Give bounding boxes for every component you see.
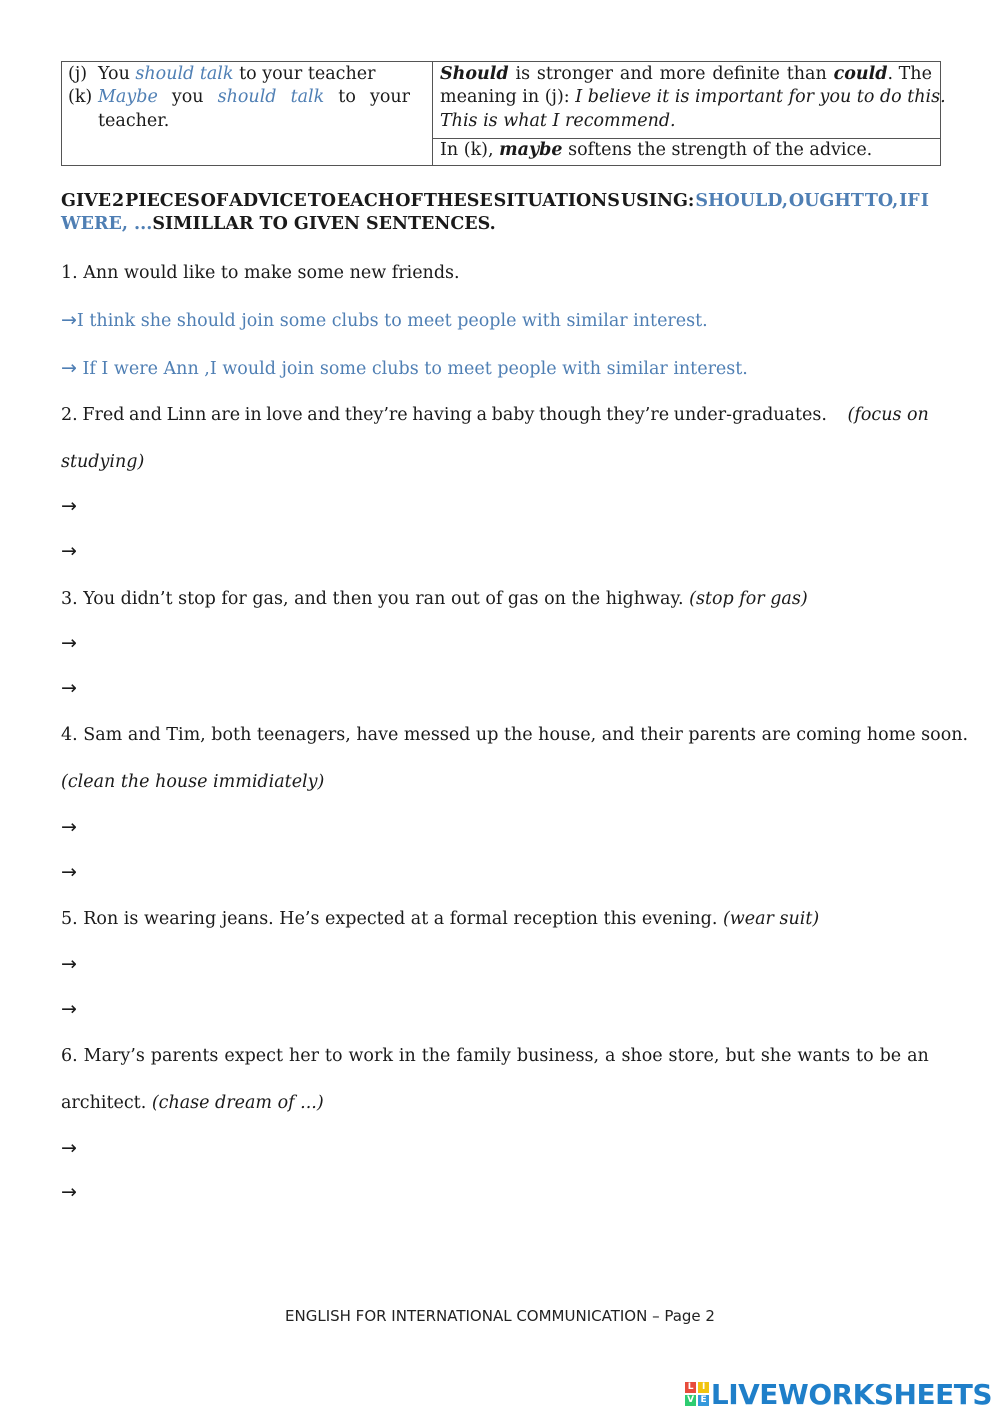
question-5 (61, 908, 819, 931)
question-word: they’re (606, 405, 670, 425)
question-word: she (760, 1046, 792, 1066)
question-word: under-graduates. (673, 405, 827, 425)
answer-line[interactable] (61, 998, 77, 1022)
heading-word: 2 (112, 191, 125, 211)
question-word: parents (150, 1046, 219, 1066)
page-footer: ENGLISH FOR INTERNATIONAL COMMUNICATION – Page 2 (285, 1307, 715, 1325)
word: than (786, 64, 827, 84)
heading-word: GIVE (61, 191, 112, 211)
heading-black-part: SIMILLAR TO GIVEN SENTENCES. (152, 214, 496, 234)
liveworksheets-logo[interactable] (685, 1376, 992, 1412)
example-k-words (98, 86, 410, 109)
k-your: your (369, 87, 410, 107)
word: more (659, 64, 706, 84)
heading-word: ADVICE (229, 191, 307, 211)
explanation-line-3: This is what I recommend. (440, 111, 676, 131)
example-j-pre: You (98, 64, 136, 84)
heading-line-2 (61, 213, 929, 236)
heading-word-blue: TO, (864, 191, 899, 211)
explanation-line-1 (440, 63, 932, 86)
explanation-line-2 (440, 86, 946, 109)
answer-1a (61, 309, 708, 333)
example-j-modal: should talk (135, 64, 234, 84)
answer-line[interactable] (61, 632, 77, 656)
question-word: Fred (82, 405, 125, 425)
question-word: in (398, 1046, 416, 1066)
question-6 (61, 1045, 929, 1068)
question-word: wants (797, 1046, 851, 1066)
question-word: business, (516, 1046, 600, 1066)
question-word: love (266, 405, 303, 425)
answer-line[interactable] (61, 1181, 77, 1205)
arrow-icon: → (61, 1181, 77, 1203)
heading-word-blue: SHOULD, (695, 191, 788, 211)
question-3 (61, 588, 808, 611)
logo-tile: E (698, 1395, 709, 1406)
question-word: a (605, 1046, 616, 1066)
question-word: baby (491, 405, 535, 425)
k-prefix: In (k), (440, 140, 500, 160)
question-word: store, (668, 1046, 720, 1066)
arrow-icon: → (61, 309, 77, 331)
heading-word-blue: I (920, 191, 929, 211)
arrow-icon: → (61, 357, 77, 379)
logo-tile: L (685, 1382, 696, 1393)
arrow-icon: → (61, 632, 77, 654)
question-word: and (307, 405, 341, 425)
instructions-heading (61, 190, 929, 236)
table-right-cell (433, 62, 946, 165)
brand-name: LIVEWORKSHEETS (710, 1377, 992, 1411)
could-bold: could (833, 64, 888, 84)
question-word: 2. (61, 405, 78, 425)
heading-word-blue: IF (899, 191, 920, 211)
k-to: to (338, 87, 356, 107)
word: and (619, 64, 653, 84)
k-should: should (217, 87, 277, 107)
question-4-hint: (clean the house immidiately) (61, 772, 325, 792)
question-6-line-2 (61, 1092, 324, 1115)
question-word: shoe (621, 1046, 663, 1066)
question-word: her (288, 1046, 319, 1066)
grammar-table (61, 61, 946, 166)
question-word: but (725, 1046, 755, 1066)
question-word: and (129, 405, 162, 425)
example-k (68, 86, 410, 109)
answer-line[interactable] (61, 953, 77, 977)
question-hint: (wear suit) (722, 909, 820, 929)
question-word: the (421, 1046, 451, 1066)
heading-word: SITUATIONS (493, 191, 620, 211)
heading-line-1 (61, 190, 929, 213)
heading-word: OF (395, 191, 423, 211)
explanation-k (440, 139, 932, 162)
question-word: work (348, 1046, 393, 1066)
word: definite (712, 64, 780, 84)
question-1: 1. Ann would like to make some new friends. (61, 263, 460, 283)
should-bold: Should (440, 64, 509, 84)
k-maybe: Maybe (98, 87, 158, 107)
question-2 (61, 404, 929, 427)
example-k-label: (k) (68, 87, 93, 107)
question-text: 5. Ron is wearing jeans. He’s expected at a formal reception this evening. (61, 909, 723, 929)
question-hint: (focus on (847, 405, 929, 425)
example-k-continued: teacher. (98, 111, 170, 131)
question-text: architect. (61, 1093, 152, 1113)
heading-word: USING: (620, 191, 695, 211)
brand-logo-icon (685, 1382, 709, 1406)
example-j (68, 63, 375, 86)
meaning-prefix: meaning in (j): (440, 87, 576, 107)
k-suffix: softens the strength of the advice. (562, 140, 873, 160)
meaning-italic: I believe it is important for you to do this. (575, 87, 946, 107)
question-4: 4. Sam and Tim, both teenagers, have messed up the house, and their parents are coming home soon. (61, 725, 969, 745)
answer-text: If I were Ann ,I would join some clubs to meet people with similar interest. (76, 359, 748, 379)
answer-1b (61, 357, 748, 381)
k-you: you (171, 87, 204, 107)
question-word: Linn (166, 405, 207, 425)
question-word: a (476, 405, 488, 425)
question-word: Mary’s (83, 1046, 145, 1066)
question-word: 6. (61, 1046, 78, 1066)
question-word: to (856, 1046, 874, 1066)
arrow-icon: → (61, 677, 77, 699)
question-word: family (456, 1046, 511, 1066)
question-word: to (324, 1046, 343, 1066)
answer-line[interactable] (61, 540, 77, 564)
heading-word: OF (200, 191, 229, 211)
heading-word: TO (307, 191, 336, 211)
answer-line[interactable] (61, 816, 77, 840)
arrow-icon: → (61, 540, 77, 562)
question-word: they’re (344, 405, 408, 425)
heading-word: PIECES (125, 191, 200, 211)
heading-word: THESE (423, 191, 493, 211)
k-talk: talk (290, 87, 325, 107)
question-word: are (210, 405, 241, 425)
arrow-icon: → (61, 861, 77, 883)
arrow-icon: → (61, 953, 77, 975)
question-text: 3. You didn’t stop for gas, and then you ran out of gas on the highway. (61, 589, 690, 609)
arrow-icon: → (61, 816, 77, 838)
example-j-label: (j) (68, 64, 88, 84)
question-hint: (stop for gas) (689, 589, 808, 609)
word: . The (887, 64, 932, 84)
logo-tile: I (698, 1382, 709, 1393)
heading-word: EACH (336, 191, 395, 211)
answer-line[interactable] (61, 861, 77, 885)
question-word: having (412, 405, 472, 425)
question-word: be (879, 1046, 902, 1066)
question-2-hint-cont: studying) (61, 452, 145, 472)
word: stronger (536, 64, 614, 84)
heading-blue-part: WERE, ... (61, 214, 153, 234)
example-j-post: to your teacher (233, 64, 376, 84)
question-word: expect (224, 1046, 283, 1066)
answer-text: I think she should join some clubs to meet people with similar interest. (76, 311, 708, 331)
question-word: in (244, 405, 262, 425)
question-word: though (539, 405, 602, 425)
arrow-icon: → (61, 495, 77, 517)
heading-word-blue: OUGHT (788, 191, 864, 211)
table-left-cell (62, 62, 432, 165)
question-word: an (907, 1046, 929, 1066)
arrow-icon: → (61, 998, 77, 1020)
question-hint: (chase dream of ...) (151, 1093, 324, 1113)
arrow-icon: → (61, 1137, 77, 1159)
maybe-bold: maybe (499, 140, 563, 160)
word: is (515, 64, 531, 84)
logo-tile: V (685, 1395, 696, 1406)
answer-line[interactable] (61, 495, 77, 519)
answer-line[interactable] (61, 1137, 77, 1161)
answer-line[interactable] (61, 677, 77, 701)
